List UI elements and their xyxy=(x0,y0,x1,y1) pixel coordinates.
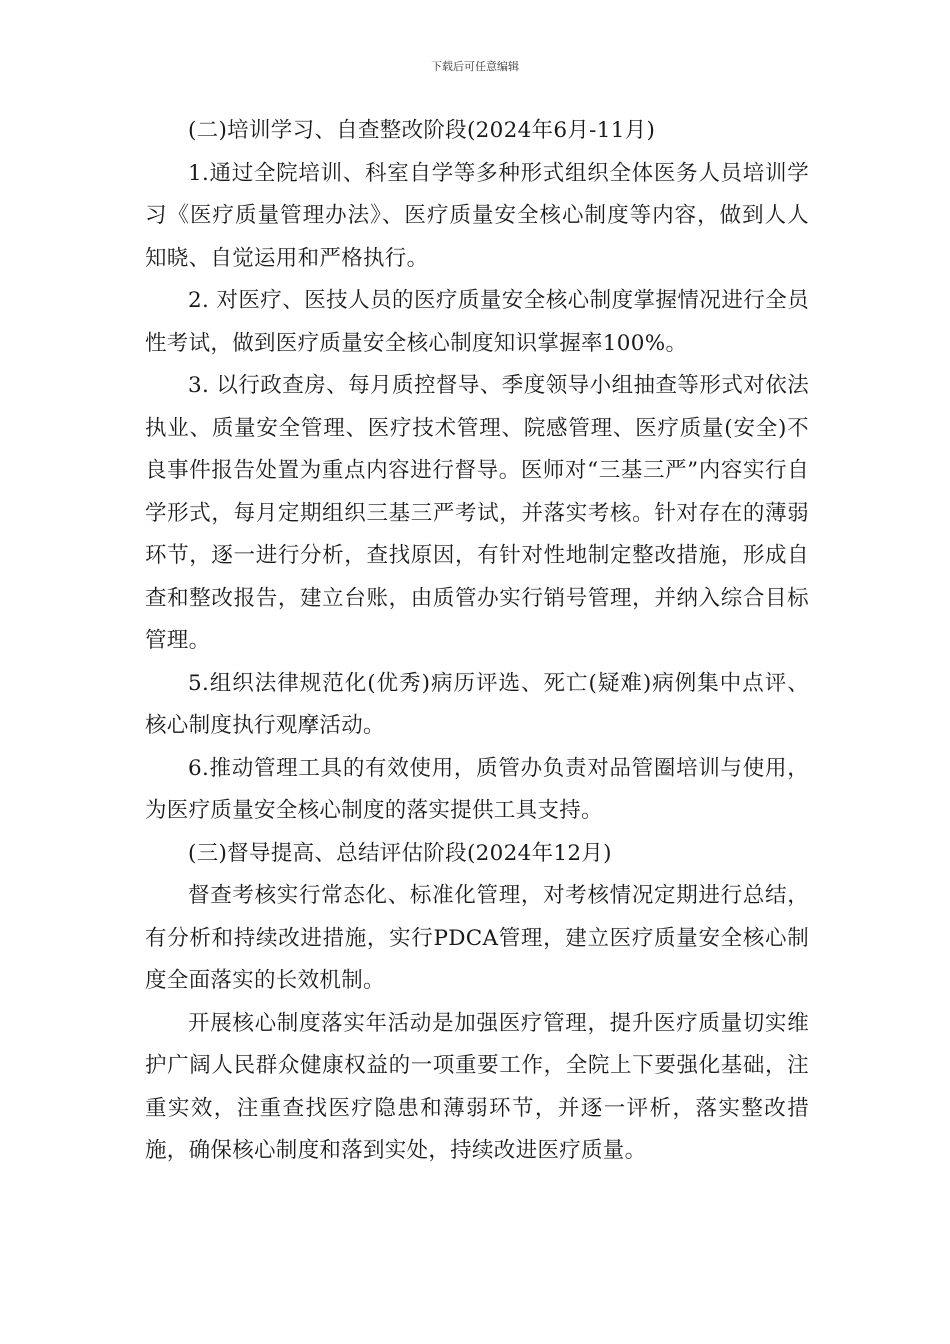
paragraph-item-2: 2. 对医疗、医技人员的医疗质量安全核心制度掌握情况进行全员性考试，做到医疗质量安全核心制度知识掌握率100%。 xyxy=(145,288,809,356)
paragraph-item-1: 1.通过全院培训、科室自学等多种形式组织全体医务人员培训学习《医疗质量管理办法》、医疗质量安全核心制度等内容，做到人人知晓、自觉运用和严格执行。 xyxy=(145,160,809,271)
paragraph-supervision: 督查考核实行常态化、标准化管理，对考核情况定期进行总结，有分析和持续改进措施，实行PDCA管理，建立医疗质量安全核心制度全面落实的长效机制。 xyxy=(145,883,809,993)
page-header-note: 下载后可任意编辑 xyxy=(431,60,519,73)
paragraph-item-6: 6.推动管理工具的有效使用，质管办负责对品管圈培训与使用，为医疗质量安全核心制度的落实提供工具支持。 xyxy=(145,755,809,823)
paragraph-conclusion: 开展核心制度落实年活动是加强医疗管理，提升医疗质量切实维护广阔人民群众健康权益的一项重要工作，全院上下要强化基础，注重实效，注重查找医疗隐患和薄弱环节，并逐一评析，落实整改措施，确保核心制度和落到实处，持续改进医疗质量。 xyxy=(145,1010,809,1163)
section-heading-training: (二)培训学习、自查整改阶段(2024年6月-11月) xyxy=(188,118,656,143)
section-heading-supervision: (三)督导提高、总结评估阶段(2024年12月) xyxy=(188,840,612,866)
paragraph-item-5: 5.组织法律规范化(优秀)病历评选、死亡(疑难)病例集中点评、核心制度执行观摩活动。 xyxy=(145,670,809,738)
document-body xyxy=(145,110,809,1173)
paragraph-item-3: 3. 以行政查房、每月质控督导、季度领导小组抽查等形式对依法执业、质量安全管理、医疗技术管理、院感管理、医疗质量(安全)不良事件报告处置为重点内容进行督导。医师对“三基三严”内容实行自学形式，每月定期组织三基三严考试，并落实考核。针对存在的薄弱环节，逐一进行分析，查找原因，有针对性地制定整改措施，形成自查和整改报告，建立台账，由质管办实行销号管理，并纳入综合目标管理。 xyxy=(145,373,809,653)
